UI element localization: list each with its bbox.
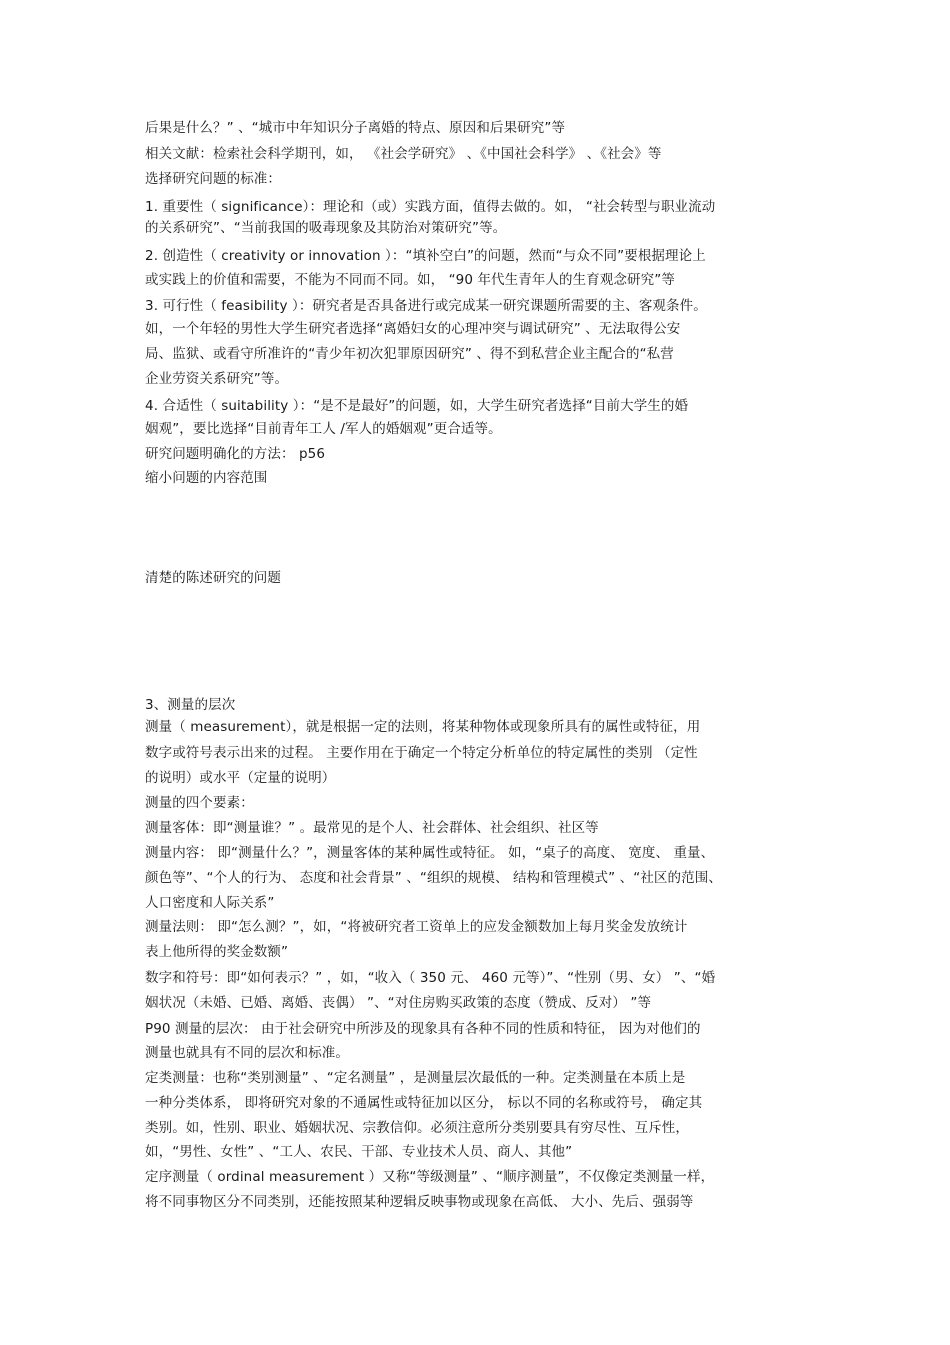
text-line: 清楚的陈述研究的问题 <box>145 570 281 586</box>
text-line: 数字和符号：即“如何表示？” ，如，“收入（ 350 元、 460 元等）”、“性别（男、女） ”、“婚 <box>145 970 716 986</box>
text-line: 研究问题明确化的方法： p56 <box>145 446 326 462</box>
text-line: 定类测量：也称“类别测量” 、“定名测量” ，是测量层次最低的一种。定类测量在本质上是 <box>145 1070 686 1086</box>
text-line: 或实践上的价值和需要，不能为不同而不同。如， “90 年代生青年人的生育观念研究”等 <box>145 272 675 288</box>
text-line: 姻状况（未婚、已婚、离婚、丧偶） ”、“对住房购买政策的态度（赞成、反对） ”等 <box>145 995 652 1011</box>
text-line: 测量也就具有不同的层次和标准。 <box>145 1045 349 1061</box>
text-line: 人口密度和人际关系” <box>145 895 275 911</box>
text-line: 后果是什么？” 、“城市中年知识分子离婚的特点、原因和后果研究”等 <box>145 120 566 136</box>
text-line: 将不同事物区分不同类别，还能按照某种逻辑反映事物或现象在高低、 大小、先后、强弱等 <box>145 1194 694 1210</box>
text-line: 定序测量（ ordinal measurement ）又称“等级测量” 、“顺序测量”，不仅像定类测量一样， <box>145 1169 715 1185</box>
text-line: 姻观”，要比选择“目前青年工人 /军人的婚姻观”更合适等。 <box>145 421 502 437</box>
text-line: 测量法则： 即“怎么测？”，如，“将被研究者工资单上的应发金额数加上每月奖金发放统计 <box>145 919 688 935</box>
text-line: 相关文献：检索社会科学期刊，如， 《社会学研究》 、《中国社会科学》 、《社会》等 <box>145 146 662 162</box>
text-line: 的关系研究”、“当前我国的吸毒现象及其防治对策研究”等。 <box>145 220 507 236</box>
text-line: 数字或符号表示出来的过程。 主要作用在于确定一个特定分析单位的特定属性的类别 （定性 <box>145 745 698 761</box>
text-line: 测量客体：即“测量谁？” 。最常见的是个人、社会群体、社会组织、社区等 <box>145 820 599 836</box>
text-line: 类别。如，性别、职业、婚姻状况、宗教信仰。必须注意所分类别要具有穷尽性、互斥性， <box>145 1120 689 1136</box>
text-line: 3. 可行性（ feasibility ）：研究者是否具备进行或完成某一研究课题所需要的主、客观条件。 <box>145 298 707 314</box>
text-line: 测量（ measurement），就是根据一定的法则，将某种物体或现象所具有的属性或特征，用 <box>145 719 701 735</box>
text-line: 2. 创造性（ creativity or innovation ）：“填补空白”的问题，然而“与众不同”要根据理论上 <box>145 248 706 264</box>
text-line: 一种分类体系， 即将研究对象的不通属性或特征加以区分， 标以不同的名称或符号， 确定其 <box>145 1095 703 1111</box>
text-line: P90 测量的层次： 由于社会研究中所涉及的现象具有各种不同的性质和特征， 因为对他们的 <box>145 1021 701 1037</box>
text-line: 测量内容： 即“测量什么？”，测量客体的某种属性或特征。 如，“桌子的高度、 宽度、 重量、 <box>145 845 715 861</box>
text-line: 表上他所得的奖金数额” <box>145 944 289 960</box>
text-line: 1. 重要性（ significance）：理论和（或）实践方面，值得去做的。如， “社会转型与职业流动 <box>145 199 716 215</box>
text-line: 选择研究问题的标准： <box>145 171 281 187</box>
text-line: 企业劳资关系研究”等。 <box>145 371 289 387</box>
text-line: 如，一个年轻的男性大学生研究者选择“离婚妇女的心理冲突与调试研究” 、无法取得公安 <box>145 321 681 337</box>
section-heading: 3、测量的层次 <box>145 697 236 713</box>
text-line: 颜色等”、“个人的行为、 态度和社会背景” 、“组织的规模、 结构和管理模式” 、“社区的范围、 <box>145 870 722 886</box>
text-line: 局、监狱、或看守所准许的“青少年初次犯罪原因研究” 、得不到私营企业主配合的“私营 <box>145 346 674 362</box>
text-line: 的说明）或水平（定量的说明） <box>145 770 336 786</box>
text-line: 4. 合适性（ suitability ）：“是不是最好”的问题，如，大学生研究者选择“目前大学生的婚 <box>145 398 689 414</box>
text-line: 测量的四个要素： <box>145 795 254 811</box>
text-line: 缩小问题的内容范围 <box>145 470 268 486</box>
text-line: 如，“男性、女性” 、“工人、农民、干部、专业技术人员、商人、其他” <box>145 1144 573 1160</box>
